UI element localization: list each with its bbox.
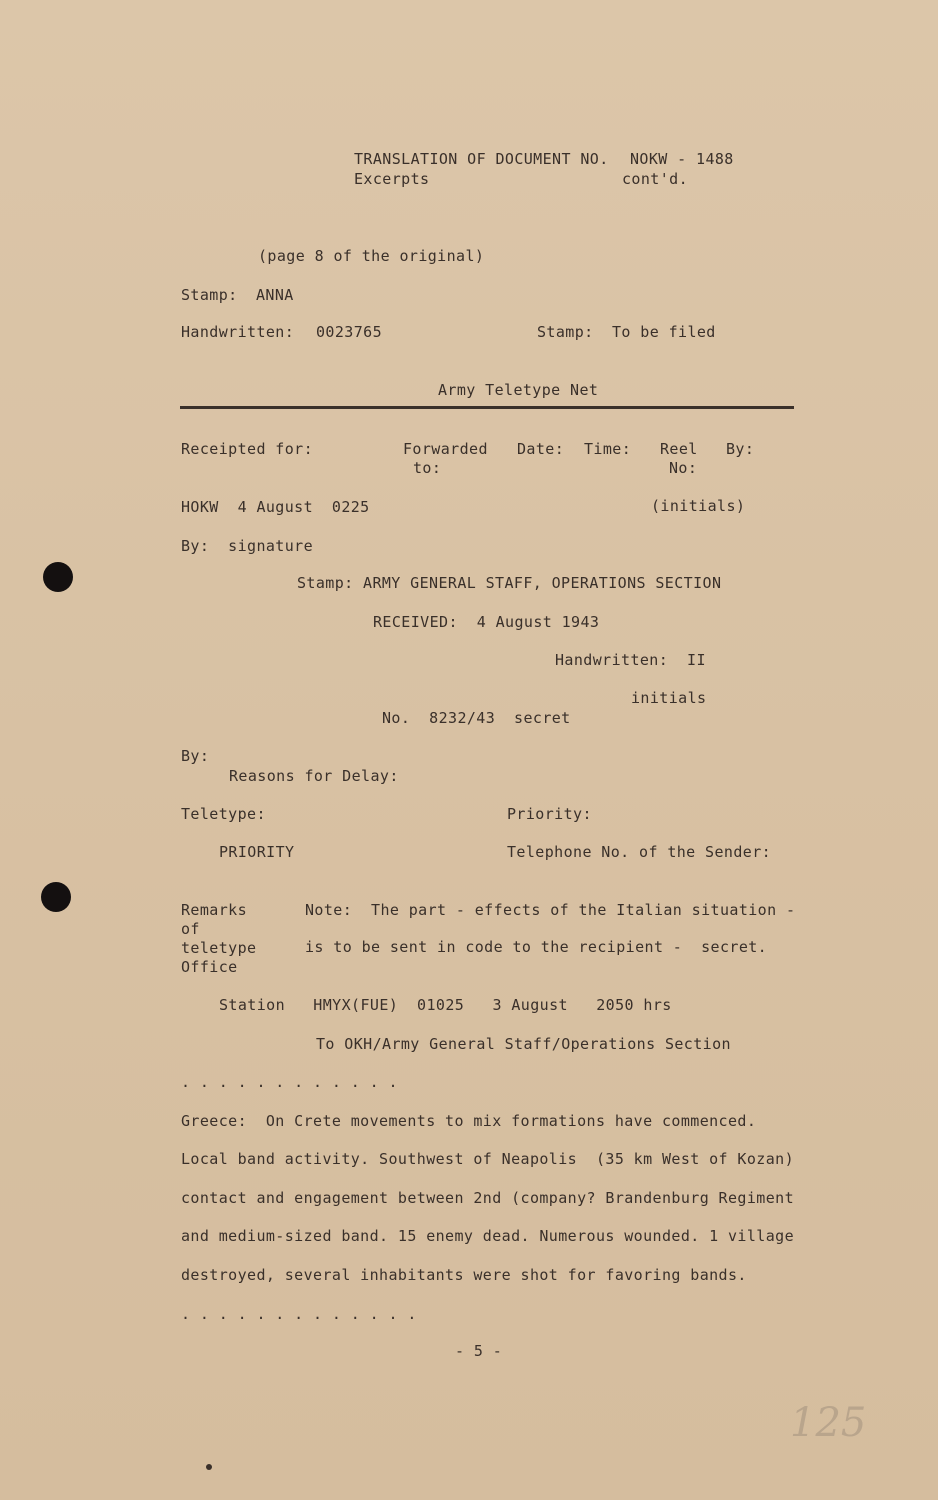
pencil-annotation: 125	[790, 1400, 867, 1446]
receipt-row: HOKW 4 August 0225	[181, 498, 370, 516]
col-reel: Reel	[660, 440, 698, 458]
stamp-filed-label: Stamp:	[537, 323, 594, 341]
received-line: RECEIVED: 4 August 1943	[373, 613, 600, 631]
col-forwarded-to: to:	[413, 459, 442, 477]
horizontal-rule	[180, 406, 794, 409]
note-line: is to be sent in code to the recipient - secret.	[305, 938, 768, 956]
stamp-general-staff: Stamp: ARMY GENERAL STAFF, OPERATIONS SECTION	[297, 574, 722, 592]
doc-title: TRANSLATION OF DOCUMENT NO.	[354, 150, 609, 168]
remarks-line: of	[181, 920, 200, 938]
col-by: By:	[726, 440, 755, 458]
telephone-label: Telephone No. of the Sender:	[507, 843, 772, 861]
remarks-line: Office	[181, 958, 238, 976]
stamp-value: ANNA	[256, 286, 294, 304]
body-line: contact and engagement between 2nd (company? Brandenburg Regiment	[181, 1189, 794, 1207]
page-number: - 5 -	[455, 1342, 503, 1360]
body-line: Greece: On Crete movements to mix formations have commenced.	[181, 1112, 757, 1130]
to-line: To OKH/Army General Staff/Operations Section	[316, 1035, 731, 1053]
by-label: By:	[181, 747, 210, 765]
number-line: No. 8232/43 secret	[382, 709, 571, 727]
handwritten-value: 0023765	[316, 323, 383, 341]
body-line: and medium-sized band. 15 enemy dead. Numerous wounded. 1 village	[181, 1227, 794, 1245]
ellipsis-dots: . . . . . . . . . . . .	[181, 1073, 398, 1091]
doc-excerpts: Excerpts	[354, 170, 430, 188]
teletype-label: Teletype:	[181, 805, 266, 823]
col-time: Time:	[584, 440, 632, 458]
handwritten-label: Handwritten:	[181, 323, 295, 341]
punch-hole	[43, 562, 73, 592]
body-line: destroyed, several inhabitants were shot for favoring bands.	[181, 1266, 747, 1284]
col-reel-no: No:	[669, 459, 698, 477]
col-forwarded: Forwarded	[403, 440, 488, 458]
punch-hole	[41, 882, 71, 912]
page-reference: (page 8 of the original)	[258, 247, 485, 265]
priority-value: PRIORITY	[219, 843, 295, 861]
col-date: Date:	[517, 440, 565, 458]
priority-label: Priority:	[507, 805, 592, 823]
receipt-initials: (initials)	[651, 497, 746, 515]
col-receipted: Receipted for:	[181, 440, 314, 458]
net-title: Army Teletype Net	[438, 381, 599, 399]
handwritten-ii: Handwritten: II	[555, 651, 706, 669]
remarks-line: Remarks	[181, 901, 248, 919]
body-line: Local band activity. Southwest of Neapolis (35 km West of Kozan)	[181, 1150, 794, 1168]
doc-number: NOKW - 1488	[630, 150, 734, 168]
ink-speck	[206, 1464, 212, 1470]
remarks-line: teletype	[181, 939, 257, 957]
by-signature: By: signature	[181, 537, 314, 555]
initials-label: initials	[631, 689, 707, 707]
stamp-label: Stamp:	[181, 286, 238, 304]
doc-contd: cont'd.	[622, 170, 689, 188]
ellipsis-dots: . . . . . . . . . . . . .	[181, 1305, 417, 1323]
stamp-filed-value: To be filed	[612, 323, 716, 341]
note-line: Note: The part - effects of the Italian situation -	[305, 901, 796, 919]
station-line: Station HMYX(FUE) 01025 3 August 2050 hrs	[219, 996, 672, 1014]
reasons-for-delay: Reasons for Delay:	[229, 767, 399, 785]
